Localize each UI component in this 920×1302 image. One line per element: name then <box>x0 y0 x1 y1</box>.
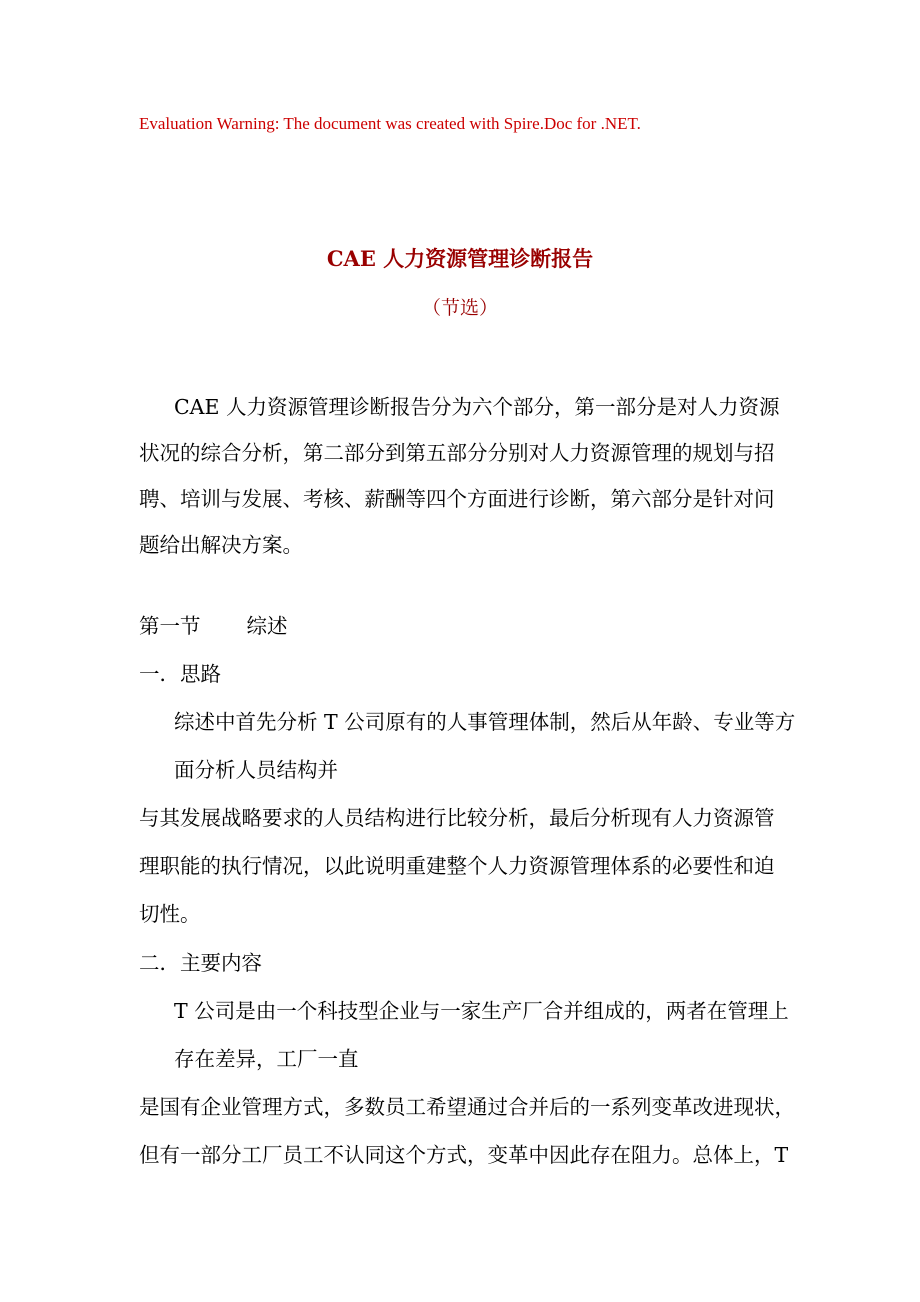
intro-line-4: 题给出解决方案。 <box>139 533 303 557</box>
part2-line-2: 存在差异，工厂一直 <box>174 1047 359 1071</box>
document-subtitle: （节选） <box>421 297 498 319</box>
intro-line-3: 聘、培训与发展、考核、薪酬等四个方面进行诊断，第六部分是针对问 <box>139 487 775 511</box>
part1-heading: 一．思路 <box>139 662 221 686</box>
part2-heading: 二．主要内容 <box>139 951 262 975</box>
part1-line-1: 综述中首先分析 T 公司原有的人事管理体制，然后从年龄、专业等方 <box>174 710 796 734</box>
intro-line-2: 状况的综合分析，第二部分到第五部分分别对人力资源管理的规划与招 <box>139 441 775 465</box>
part2-line-1: T 公司是由一个科技型企业与一家生产厂合并组成的，两者在管理上 <box>174 999 789 1023</box>
section-number: 第一节 <box>139 614 201 638</box>
part1-line-4: 理职能的执行情况，以此说明重建整个人力资源管理体系的必要性和迫 <box>139 854 775 878</box>
part2-line-4: 但有一部分工厂员工不认同这个方式，变革中因此存在阻力。总体上，T <box>139 1143 789 1167</box>
part1-line-5: 切性。 <box>139 902 201 926</box>
part1-line-2: 面分析人员结构并 <box>174 758 338 782</box>
part2-line-3: 是国有企业管理方式，多数员工希望通过合并后的一系列变革改进现状， <box>139 1095 795 1119</box>
section-title: 综述 <box>246 614 288 638</box>
part1-line-3: 与其发展战略要求的人员结构进行比较分析，最后分析现有人力资源管 <box>139 806 775 830</box>
section-heading <box>139 611 288 641</box>
evaluation-warning: Evaluation Warning: The document was created with Spire.Doc for .NET. <box>139 114 641 133</box>
intro-line-1: CAE 人力资源管理诊断报告分为六个部分，第一部分是对人力资源 <box>174 395 780 419</box>
document-title: CAE 人力资源管理诊断报告 <box>326 246 594 271</box>
